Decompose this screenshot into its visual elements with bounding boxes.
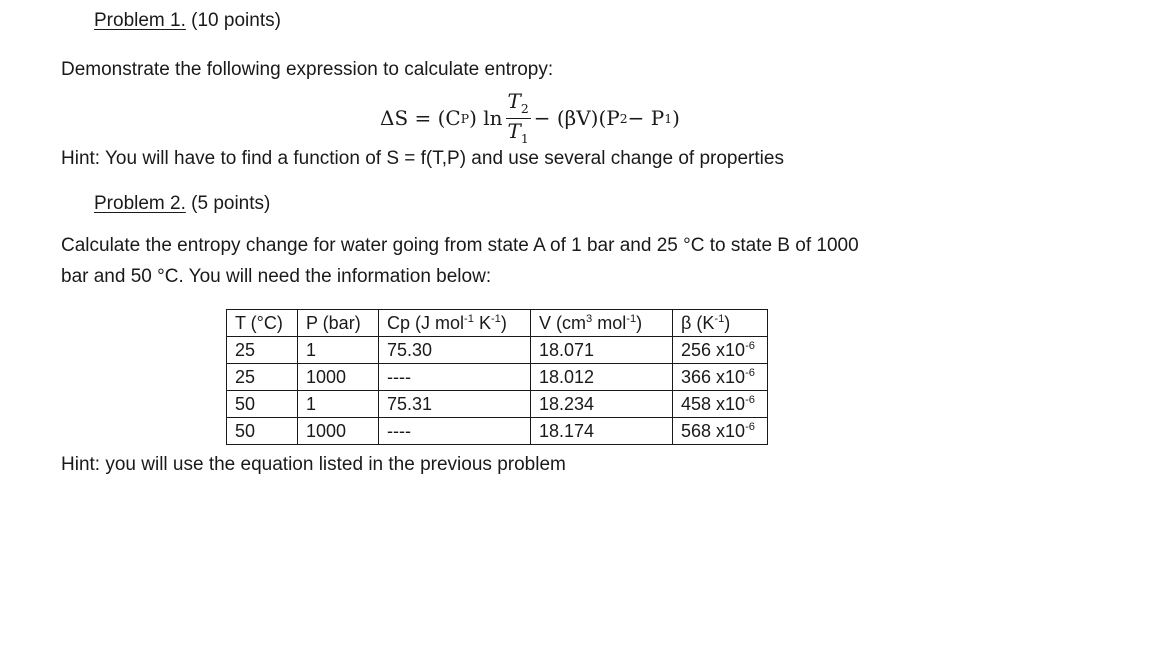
eq-rhs: − (βV)(P bbox=[533, 106, 620, 130]
eq-p1-sub: 1 bbox=[664, 110, 673, 126]
eq-ln: ) ln bbox=[469, 106, 503, 130]
table-row: 50 1000 ---- 18.174 568 $x10^{-6}$ bbox=[227, 418, 768, 445]
header-t: T (°C) bbox=[227, 310, 298, 337]
problem2-text-line2: bar and 50 °C. You will need the information below: bbox=[61, 266, 492, 287]
header-v: V ($cm^3$ mol$^{-1}$) bbox=[531, 310, 673, 337]
eq-frac-numerator: $T_2$ bbox=[506, 91, 531, 118]
eq-fraction bbox=[506, 91, 531, 145]
table-row: 25 1000 ---- 18.012 366 $x10^{-6}$ bbox=[227, 364, 768, 391]
header-cp: Cp (J mol$^{-1}$ $K^{-1}$) bbox=[379, 310, 531, 337]
problem2-text-line1: Calculate the entropy change for water going from state A of 1 bar and 25 °C to state B of 1000 bbox=[61, 235, 859, 256]
table-row: 50 1 75.31 18.234 458 $x10^{-6}$ bbox=[227, 391, 768, 418]
table-header-row bbox=[227, 310, 768, 337]
problem2-points: (5 points) bbox=[191, 193, 271, 214]
problem1-heading bbox=[94, 10, 281, 32]
problem1-points: (10 points) bbox=[191, 10, 281, 31]
problem2-label: Problem 2. bbox=[94, 193, 186, 214]
entropy-equation: ΔS = (C P ) ln $\frac{T_2}{T_1}$ − (βV)(P 2 − P 1 ) bbox=[380, 89, 680, 146]
eq-lhs: ΔS = (C bbox=[380, 106, 461, 130]
eq-cp-sub: P bbox=[460, 110, 470, 126]
eq-p2-sub: 2 bbox=[619, 110, 628, 126]
table-row: 25 1 75.30 18.071 256 $x10^{-6}$ bbox=[227, 337, 768, 364]
problem2-hint: Hint: you will use the equation listed in the previous problem bbox=[61, 454, 566, 475]
problem1-hint: Hint: You will have to find a function of S = f(T,P) and use several change of properties bbox=[61, 148, 784, 169]
problem2-heading bbox=[94, 193, 270, 215]
header-p: P (bar) bbox=[298, 310, 379, 337]
properties-table bbox=[226, 309, 768, 445]
problem1-instruction: Demonstrate the following expression to calculate entropy: bbox=[61, 59, 554, 80]
problem1-label: Problem 1. bbox=[94, 10, 186, 31]
eq-frac-denominator: $T_1$ bbox=[507, 118, 529, 146]
header-beta: β $(K^{-1})$ bbox=[673, 310, 768, 337]
